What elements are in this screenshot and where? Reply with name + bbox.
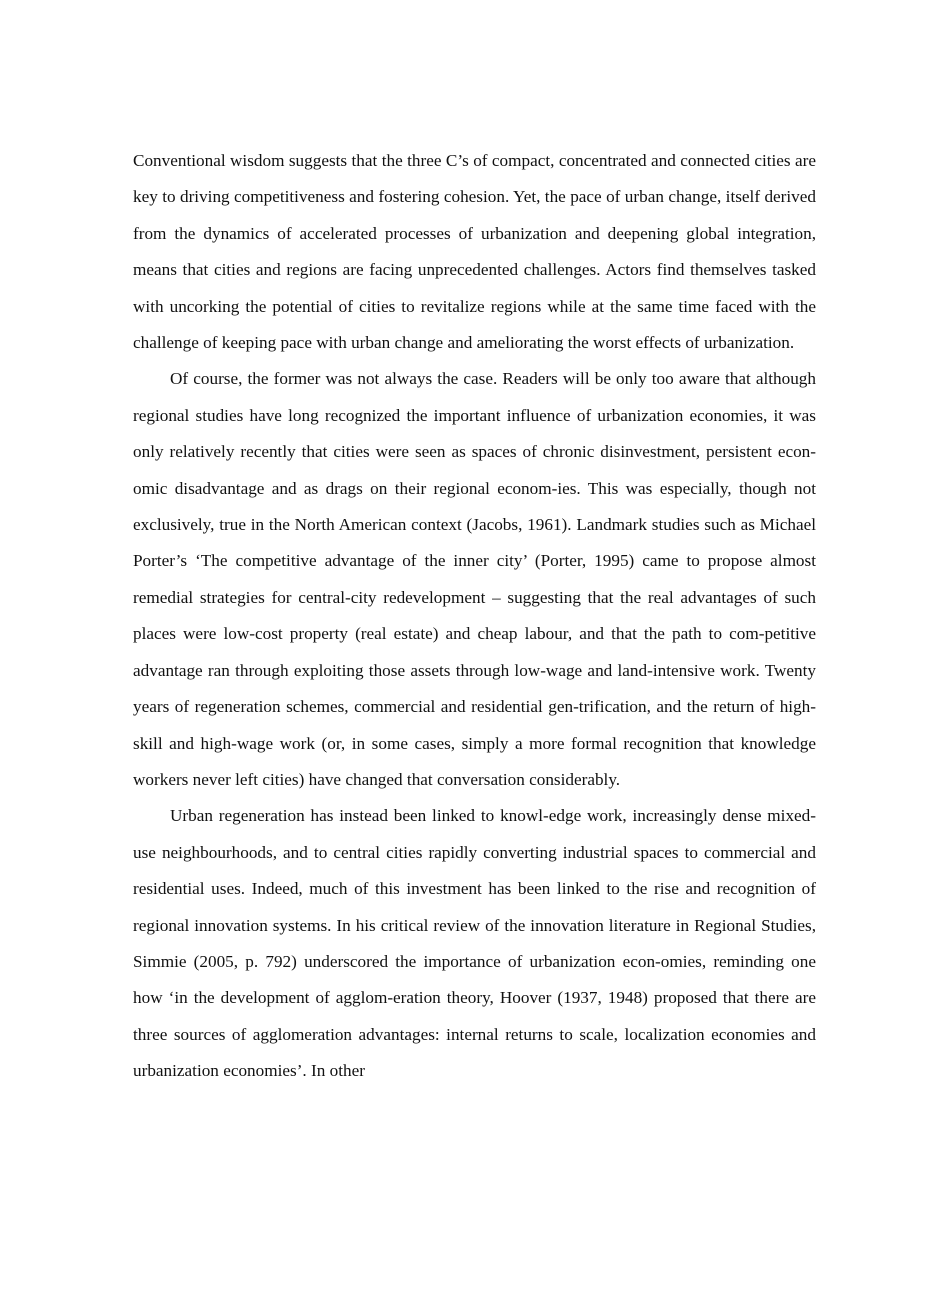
paragraph-3: Urban regeneration has instead been linked to knowl-edge work, increasingly dense mixed-use neighbourhoods, and to central cities rapidly converting industrial spaces to commercial and residential uses. Indeed, much of this investment has been linked to the rise and recognition of regional innovation systems. In his critical review of the innovation literature in Regional Studies, Simmie (2005, p. 792) underscored the importance of urbanization econ-omies, reminding one how ‘in the development of agglom-eration theory, Hoover (1937, 1948) proposed that there are three sources of agglomeration advantages: internal returns to scale, localization economies and urbanization economies’. In other [133, 806, 816, 1081]
document-page [133, 143, 816, 1090]
paragraph-2: Of course, the former was not always the case. Readers will be only too aware that although regional studies have long recognized the important influence of urbanization economies, it was only relatively recently that cities were seen as spaces of chronic disinvestment, persistent econ-omic disadvantage and as drags on their regional econom-ies. This was especially, though not exclusively, true in the North American context (Jacobs, 1961). Landmark studies such as Michael Porter’s ‘The competitive advantage of the inner city’ (Porter, 1995) came to propose almost remedial strategies for central-city redevelopment – suggesting that the real advantages of such places were low-cost property (real estate) and cheap labour, and that the path to com-petitive advantage ran through exploiting those assets through low-wage and land-intensive work. Twenty years of regeneration schemes, commercial and residential gen-trification, and the return of high-skill and high-wage work (or, in some cases, simply a more formal recognition that knowledge workers never left cities) have changed that conversation considerably. [133, 369, 816, 789]
paragraph-1: Conventional wisdom suggests that the three C’s of compact, concentrated and connected cities are key to driving competitiveness and fostering cohesion. Yet, the pace of urban change, itself derived from the dynamics of accelerated processes of urbanization and deepening global integration, means that cities and regions are facing unprecedented challenges. Actors find themselves tasked with uncorking the potential of cities to revitalize regions while at the same time faced with the challenge of keeping pace with urban change and ameliorating the worst effects of urbanization. [133, 151, 816, 353]
